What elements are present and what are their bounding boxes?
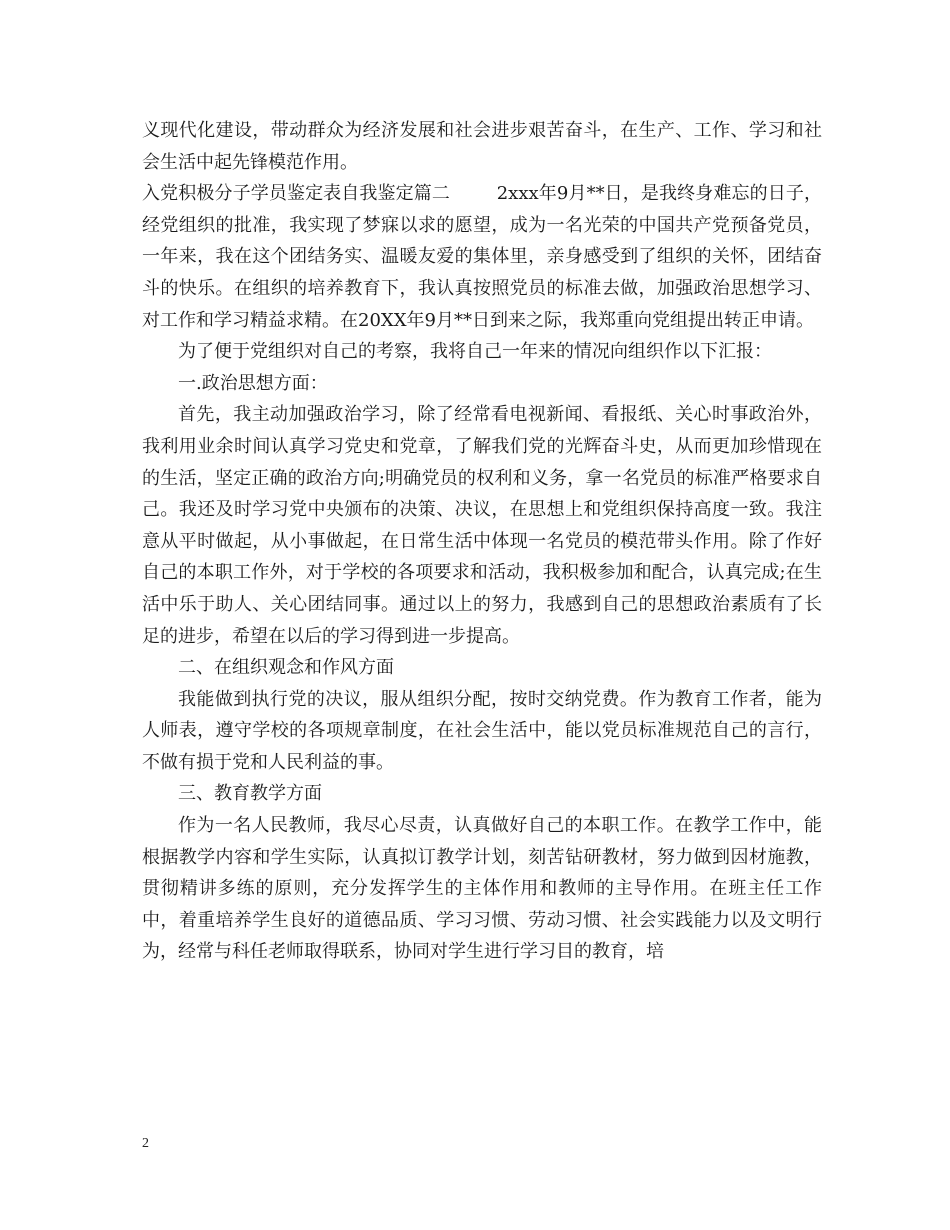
paragraph-organization-style: 我能做到执行党的决议，服从组织分配，按时交纳党费。作为教育工作者，能为人师表，遵守学校的各项规章制度，在社会生活中，能以党员标准规范自己的言行，不做有损于党和人民利益的事。 xyxy=(142,688,822,773)
paragraph-political-thought: 首先，我主动加强政治学习，除了经常看电视新闻、看报纸、关心时事政治外，我利用业余时间认真学习党史和党章，了解我们党的光辉奋斗史，从而更加珍惜现在的生活，坚定正确的政治方向;明确党员的权利和义务，拿一名党员的标准严格要求自己。我还及时学习党中央颁布的决策、决议，在思想上和党组织保持高度一致。我注意从平时做起，从小事做起，在日常生活中体现一名党员的模范带头作用。除了作好自己的本职工作外，对于学校的各项要求和活动，我积极参加和配合，认真完成;在生活中乐于助人、关心团结同事。通过以上的努力，我感到自己的思想政治素质有了长足的进步，希望在以后的学习得到进一步提高。 xyxy=(142,404,822,647)
heading-political-thought: 一.政治思想方面： xyxy=(178,372,328,394)
page-number: 2 xyxy=(142,1136,149,1151)
paragraph-report-intro: 为了便于党组织对自己的考察，我将自己一年来的情况向组织作以下汇报： xyxy=(178,341,772,363)
heading-organization-style: 二、在组织观念和作风方面 xyxy=(178,657,394,679)
document-body xyxy=(142,115,822,968)
paragraph-section-two-heading: 入党积极分子学员鉴定表自我鉴定篇二 2xxx年9月**日，是我终身难忘的日子，经党组织的批准，我实现了梦寐以求的愿望，成为一名光荣的中国共产党预备党员，一年来，我在这个团结务实、温暖友爱的集体里，亲身感受到了组织的关怀，团结奋斗的快乐。在组织的培养教育下，我认真按照党员的标准去做，加强政治思想学习、对工作和学习精益求精。在20XX年9月**日到来之际，我郑重向党组提出转正申请。 xyxy=(142,183,822,331)
heading-education-teaching: 三、教育教学方面 xyxy=(178,783,322,805)
paragraph-education-teaching: 作为一名人民教师，我尽心尽责，认真做好自己的本职工作。在教学工作中，能根据教学内容和学生实际，认真拟订教学计划，刻苦钻研教材，努力做到因材施教，贯彻精讲多练的原则，充分发挥学生的主体作用和教师的主导作用。在班主任工作中，着重培养学生良好的道德品质、学习习惯、劳动习惯、社会实践能力以及文明行为，经常与科任老师取得联系，协同对学生进行学习目的教育，培 xyxy=(142,815,822,963)
paragraph-intro-continuation: 义现代化建设，带动群众为经济发展和社会进步艰苦奋斗，在生产、工作、学习和社会生活中起先锋模范作用。 xyxy=(142,120,822,173)
